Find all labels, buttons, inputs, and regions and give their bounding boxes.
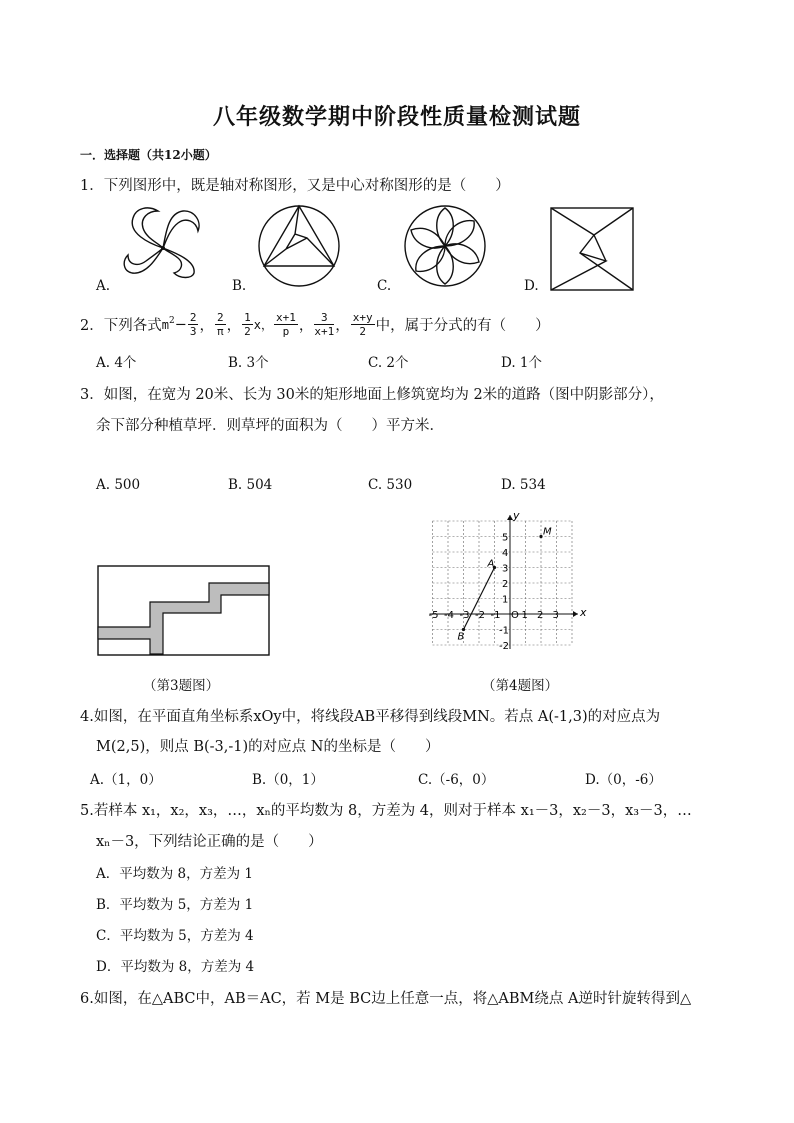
q5-line-2: xₙ－3，下列结论正确的是（ ）: [96, 834, 323, 850]
q2-f2-den: π: [216, 325, 224, 338]
q3-line-2: 余下部分种植草坪．则草坪的面积为（ ）平方米．: [96, 418, 444, 434]
q2-suffix: 中，属于分式的有（ ）: [375, 318, 550, 334]
x-tick-label: 1: [521, 610, 528, 621]
q2-option-b: B. 3个: [228, 355, 269, 371]
q5-option-d: D．平均数为 8，方差为 4: [96, 959, 255, 975]
q3-option-d: D. 534: [501, 477, 546, 493]
y-tick-label: 1: [502, 594, 509, 606]
y-axis-label: y: [513, 509, 520, 522]
q3-option-a: A. 500: [96, 477, 141, 493]
q5-option-a: A．平均数为 8，方差为 1: [96, 866, 254, 882]
q2-stem: [80, 311, 550, 338]
page-title: 八年级数学期中阶段性质量检测试题: [212, 104, 581, 130]
q2-fraction-1: [188, 311, 199, 338]
q1-figure-b-circle-triangle: [255, 204, 343, 288]
q4-line-1: 4.如图，在平面直角坐标系xOy中，将线段AB平移得到线段MN。若点 A(-1,3)的对应点为: [80, 709, 661, 725]
q3-line-1: 3．如图，在宽为 20米、长为 30米的矩形地面上修筑宽均为 2米的道路（图中阴影部分），: [80, 387, 664, 403]
x-tick-label: -2: [475, 610, 485, 621]
point-a-label: A: [487, 558, 495, 570]
x-axis-label: x: [580, 606, 587, 619]
q2-option-c: C. 2个: [368, 355, 409, 371]
q2-comma-2: ，: [226, 318, 242, 334]
x-tick-label: -1: [490, 610, 501, 621]
q4-option-c: C.（-6，0）: [418, 772, 495, 788]
q1-option-d: D.: [524, 278, 539, 294]
q1-stem: 1．下列图形中，既是轴对称图形，又是中心对称图形的是（ ）: [80, 178, 510, 194]
q4-coordinate-grid: [428, 509, 587, 656]
q4-option-d: D.（0，-6）: [585, 772, 662, 788]
y-tick-label: 3: [502, 563, 509, 575]
x-tick-label: -5: [428, 610, 439, 621]
q2-sup: 2: [168, 315, 175, 326]
q1-figure-a-pinwheel: [118, 203, 208, 279]
q6-line-1: 6.如图，在△ABC中，AB＝AC，若 M是 BC边上任意一点，将△ABM绕点 A逆时针旋转得到△: [80, 991, 692, 1007]
q2-option-d: D. 1个: [501, 355, 543, 371]
q3-caption: （第3题图）: [143, 678, 220, 694]
q2-f3-num: 1: [244, 311, 251, 324]
q1-figure-c-flower: [402, 204, 488, 288]
q2-f4-den: p: [282, 325, 290, 338]
y-tick-label: 4: [502, 548, 509, 559]
point-b-label: B: [457, 631, 465, 643]
q3-option-c: C. 530: [368, 477, 413, 493]
q4-caption: （第4题图）: [482, 678, 559, 694]
q2-f5-num: 3: [314, 311, 334, 325]
q2-comma-4: ，: [335, 318, 350, 334]
q2-f1-num: 2: [189, 311, 197, 324]
q2-comma-3: ，: [298, 318, 314, 334]
y-tick-label: 5: [502, 532, 509, 544]
q2-fraction-2: [215, 311, 226, 338]
q3-option-b: B. 504: [228, 477, 273, 493]
x-axis-arrow: [573, 611, 578, 617]
q2-f5-den: x+1: [314, 325, 335, 338]
x-tick-label: 3: [552, 610, 559, 621]
q4-option-b: B.（0，1）: [252, 772, 324, 788]
y-tick-label: -2: [499, 641, 509, 652]
section-heading: 一．选择题（共12小题）: [80, 148, 217, 162]
q1-option-a: A.: [96, 278, 111, 294]
point-m-label: M: [543, 526, 552, 538]
q2-option-a: A. 4个: [96, 355, 137, 371]
q2-fraction-6: [351, 311, 375, 338]
q2-f4-num: x+1: [275, 311, 296, 324]
q4-line-2: M(2,5)，则点 B(-3,-1)的对应点 N的坐标是（ ）: [96, 739, 440, 755]
q2-comma-1: ，: [199, 318, 214, 334]
q4-option-a: A.（1，0）: [90, 772, 162, 788]
q2-f6-num: x+y: [352, 311, 373, 324]
q2-after-f3: x，: [253, 318, 273, 332]
q2-prefix: 2．下列各式: [80, 318, 162, 334]
y-tick-label: -1: [499, 625, 509, 637]
x-tick-label: O: [511, 610, 519, 621]
x-tick-label: -3: [459, 610, 470, 621]
q2-fraction-5: [314, 311, 334, 338]
q1-figure-d-square: [550, 207, 634, 291]
q2-minus: −: [174, 316, 187, 333]
q2-fraction-4: [274, 311, 298, 338]
q1-option-b: B.: [232, 278, 247, 294]
q2-f3-den: 2: [244, 325, 251, 338]
q1-option-c: C.: [377, 278, 392, 294]
x-tick-label: 2: [537, 610, 544, 621]
q3-figure-rectangle-road: [97, 565, 271, 657]
x-tick-label: -4: [444, 610, 454, 621]
q5-option-c: C．平均数为 5，方差为 4: [96, 928, 254, 944]
q2-f1-den: 3: [189, 325, 197, 338]
q2-f6-den: 2: [359, 325, 366, 338]
q5-option-b: B．平均数为 5，方差为 1: [96, 897, 254, 913]
y-tick-label: 2: [502, 579, 509, 590]
q2-m: m: [161, 317, 169, 332]
q5-line-1: 5.若样本 x₁，x₂，x₃，…，xₙ的平均数为 8，方差为 4，则对于样本 x₁－3，x₂－3，x₃－3，…: [80, 803, 692, 819]
q2-f2-num: 2: [216, 311, 224, 324]
q2-fraction-3: [242, 311, 253, 338]
